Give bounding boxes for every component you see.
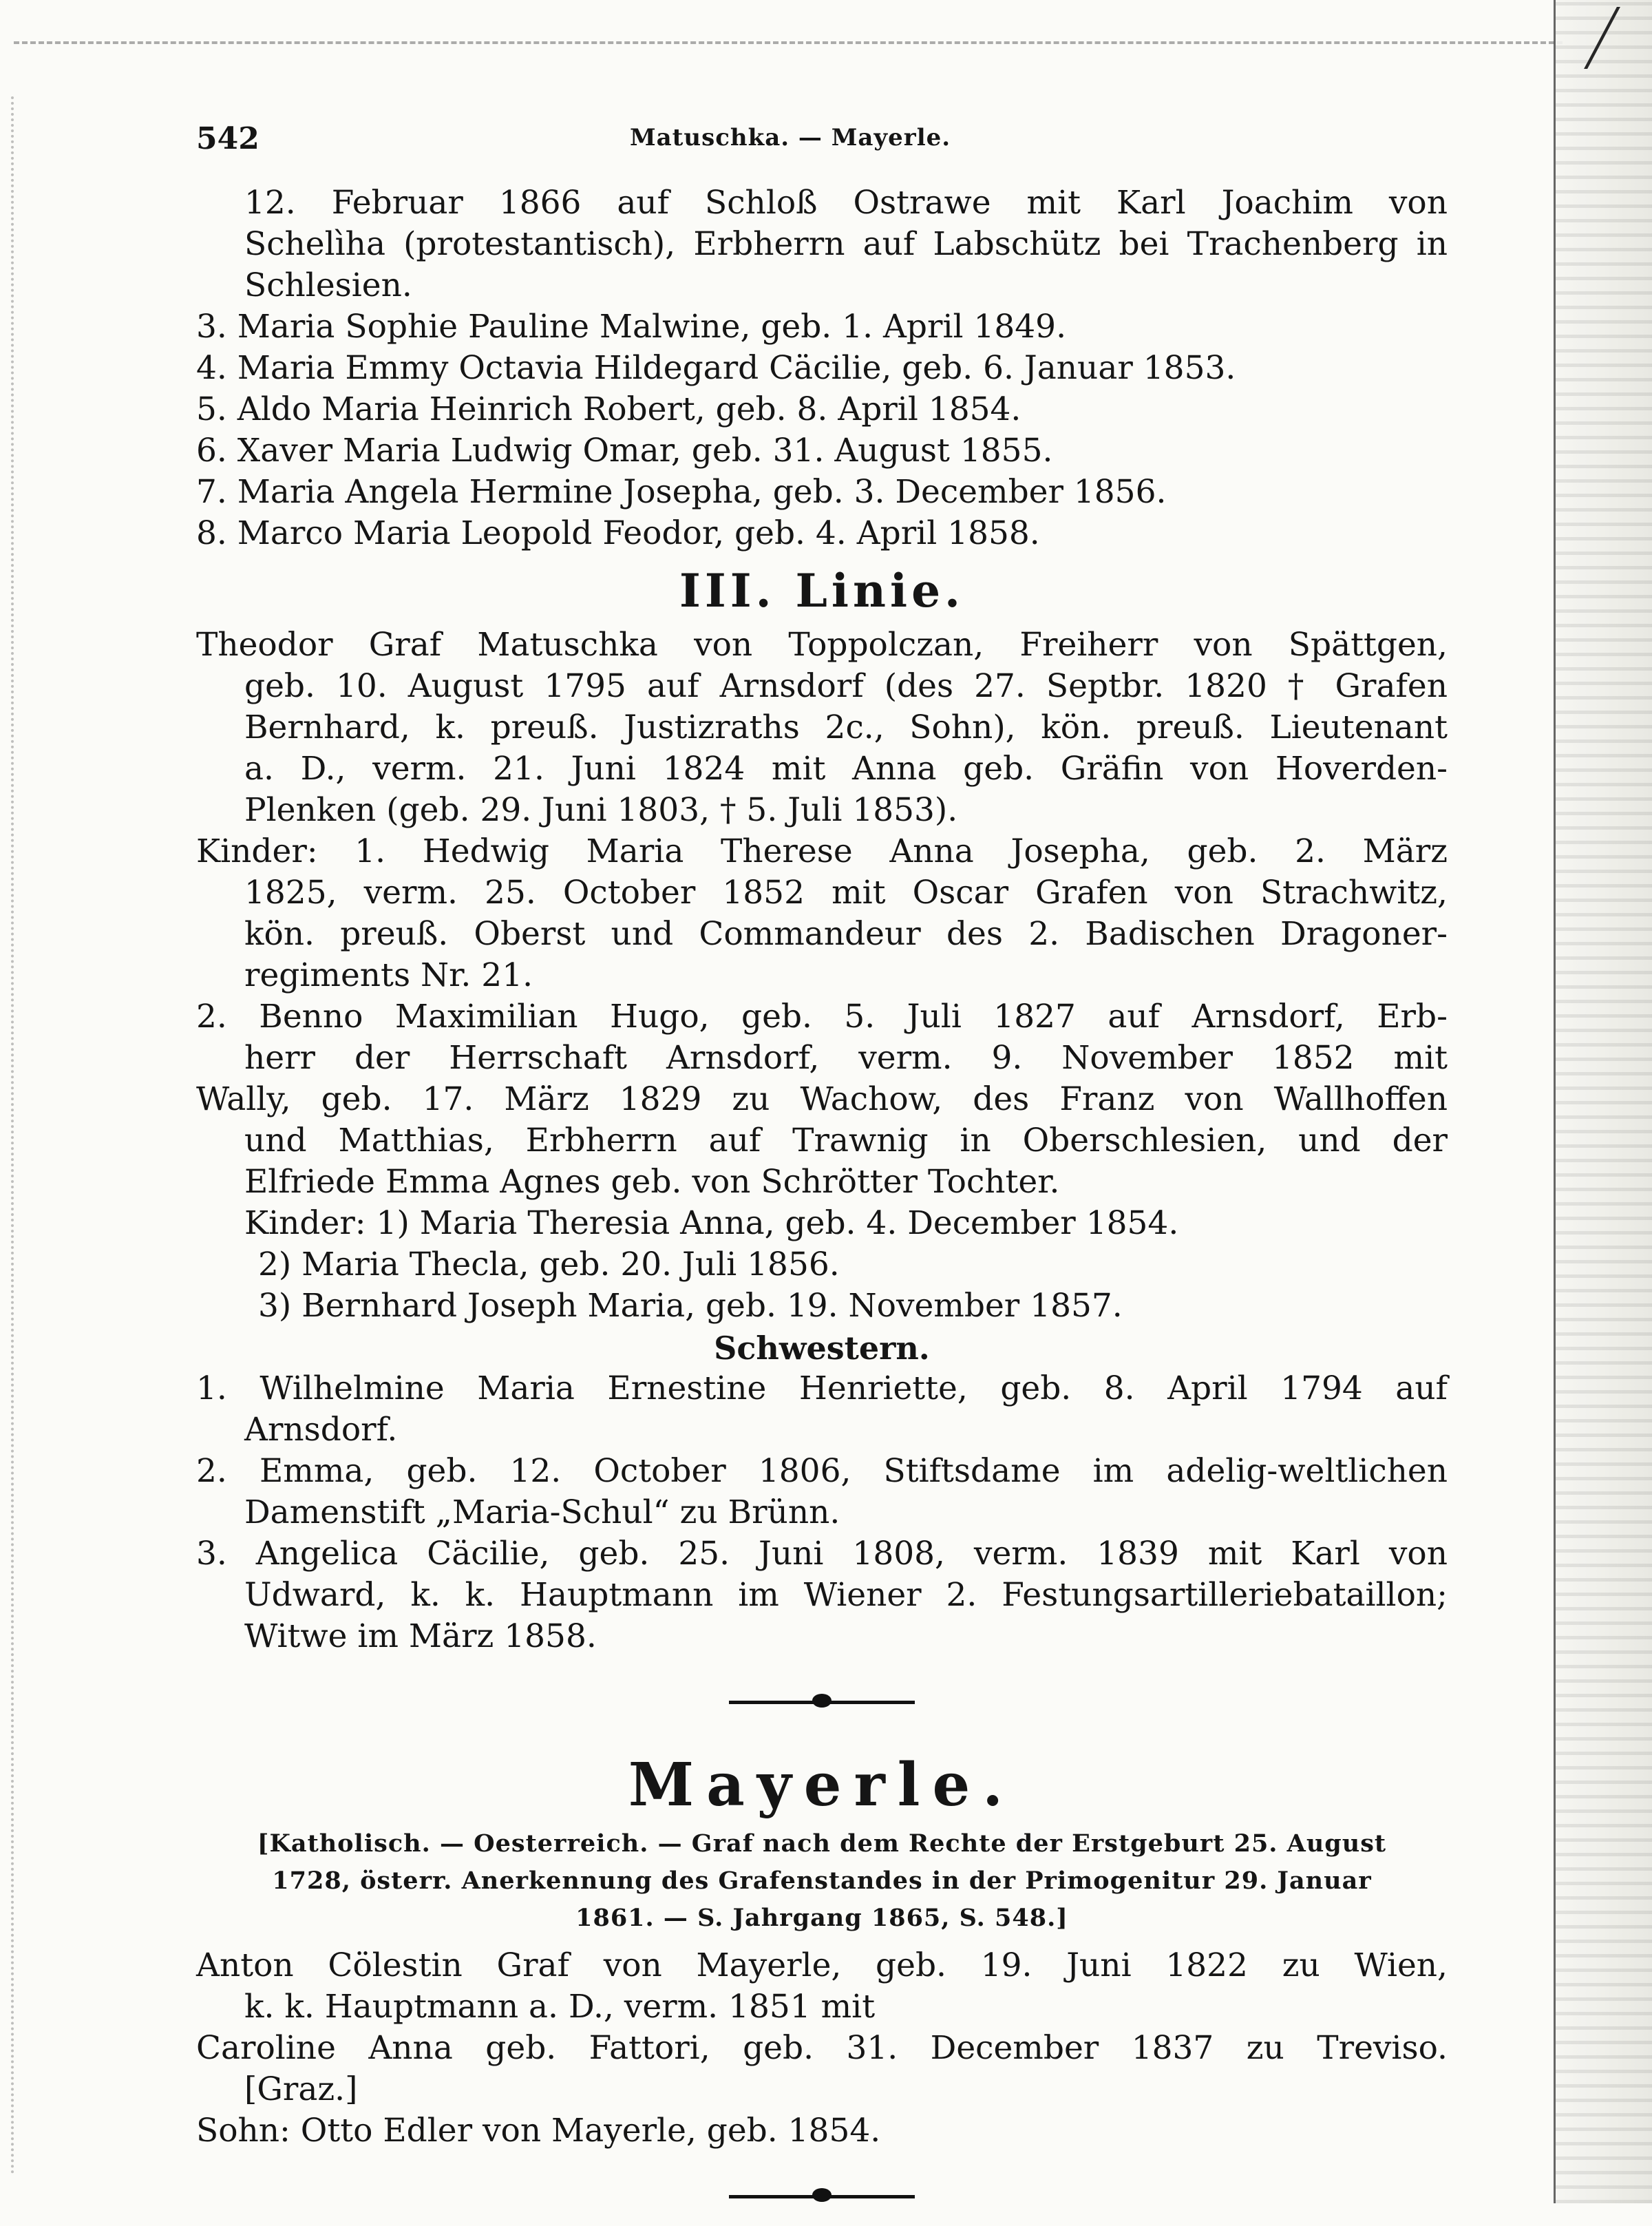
text-line: 2) Maria Thecla, geb. 20. Juli 1856. [258, 1246, 840, 1283]
text-line: und Matthias, Erbherrn auf Trawnig in Oberschlesien, und der [244, 1122, 1448, 1159]
text-line: Kinder: 1. Hedwig Maria Therese Anna Josepha, geb. 2. März [196, 832, 1448, 870]
section-subheading: Schwestern. [714, 1330, 930, 1367]
main-text [196, 182, 1448, 2226]
page-header [196, 121, 1408, 162]
text-line: Bernhard, k. preuß. Justizraths 2c., Sohn), kön. preuß. Lieutenant [244, 708, 1448, 746]
family-note [196, 1825, 1448, 1937]
text-line: geb. 10. August 1795 auf Arnsdorf (des 27. Septbr. 1820 † Grafen [244, 667, 1448, 705]
text-line: 3) Bernhard Joseph Maria, geb. 19. November 1857. [258, 1287, 1123, 1325]
text-line: kön. preuß. Oberst und Commandeur des 2. Badischen Dragoner- [244, 915, 1448, 953]
text-line: 3. Angelica Cäcilie, geb. 25. Juni 1808, verm. 1839 mit Karl von [196, 1535, 1448, 1573]
text-line: herr der Herrschaft Arnsdorf, verm. 9. November 1852 mit [244, 1039, 1448, 1077]
text-line: 1. Wilhelmine Maria Ernestine Henriette, geb. 8. April 1794 auf [196, 1369, 1448, 1407]
text-line: 2. Emma, geb. 12. October 1806, Stiftsdame im adelig-weltlichen [196, 1452, 1448, 1490]
divider-dot-icon [812, 1694, 832, 1708]
text-line: Plenken (geb. 29. Juni 1803, † 5. Juli 1853). [244, 791, 958, 829]
section-title: III. Linie. [679, 564, 965, 618]
page-number: 542 [196, 121, 260, 156]
running-header: Matuschka. — Mayerle. [630, 124, 951, 151]
ornament-divider [196, 1677, 1448, 1732]
text-line: 4. Maria Emmy Octavia Hildegard Cäcilie, geb. 6. Januar 1853. [196, 349, 1236, 387]
note-line: 1861. — S. Jahrgang 1865, S. 548.] [575, 1904, 1068, 1932]
text-line: 1825, verm. 25. October 1852 mit Oscar Grafen von Strachwitz, [244, 874, 1448, 912]
top-dashed-border [14, 41, 1563, 44]
text-line: Udward, k. k. Hauptmann im Wiener 2. Festungsartilleriebataillon; [244, 1576, 1448, 1614]
text-line: Wally, geb. 17. März 1829 zu Wachow, des Franz von Wallhoffen [196, 1080, 1448, 1118]
note-line: [Katholisch. — Oesterreich. — Graf nach dem Rechte der Erstgeburt 25. August [257, 1829, 1387, 1858]
spacer [196, 2152, 1448, 2171]
text-line: Arnsdorf. [244, 1411, 398, 1449]
text-line: Caroline Anna geb. Fattori, geb. 31. December 1837 zu Treviso. [196, 2029, 1448, 2067]
text-line: Theodor Graf Matuschka von Toppolczan, Freiherr von Spättgen, [196, 626, 1448, 664]
divider-dot-icon [812, 2188, 832, 2202]
text-line: regiments Nr. 21. [244, 956, 533, 994]
text-line: 7. Maria Angela Hermine Josepha, geb. 3. December 1856. [196, 473, 1167, 511]
text-line: 6. Xaver Maria Ludwig Omar, geb. 31. August 1855. [196, 432, 1053, 470]
text-line: Schlesien. [244, 266, 412, 304]
family-heading: Mayerle. [628, 1750, 1016, 1820]
text-line: Damenstift „Maria-Schul“ zu Brünn. [244, 1493, 840, 1531]
text-line: 5. Aldo Maria Heinrich Robert, geb. 8. April 1854. [196, 390, 1021, 428]
text-line: Anton Cölestin Graf von Mayerle, geb. 19. Juni 1822 zu Wien, [196, 1946, 1448, 1984]
text-line: Sohn: Otto Edler von Mayerle, geb. 1854. [196, 2112, 881, 2150]
text-line: Kinder: 1) Maria Theresia Anna, geb. 4. December 1854. [244, 1204, 1179, 1242]
adjacent-page-bleed [1554, 0, 1652, 2203]
spacer [196, 1937, 1448, 1945]
text-line: Elfriede Emma Agnes geb. von Schrötter Tochter. [244, 1163, 1060, 1201]
text-line: 12. Februar 1866 auf Schloß Ostrawe mit Karl Joachim von [244, 184, 1448, 222]
text-line: Schelìha (protestantisch), Erbherrn auf Labschütz bei Trachenberg in [244, 225, 1448, 263]
ornament-divider-bottom [196, 2171, 1448, 2226]
text-line: 2. Benno Maximilian Hugo, geb. 5. Juli 1827 auf Arnsdorf, Erb- [196, 998, 1448, 1036]
text-line: 3. Maria Sophie Pauline Malwine, geb. 1. April 1849. [196, 308, 1067, 346]
text-line: [Graz.] [244, 2070, 358, 2108]
text-line: Witwe im März 1858. [244, 1617, 597, 1655]
spacer [196, 1657, 1448, 1677]
left-dotted-border [11, 96, 14, 2176]
text-line: 8. Marco Maria Leopold Feodor, geb. 4. April 1858. [196, 514, 1040, 552]
note-line: 1728, österr. Anerkennung des Grafenstandes in der Primogenitur 29. Januar [272, 1867, 1372, 1895]
text-line: k. k. Hauptmann a. D., verm. 1851 mit [244, 1988, 876, 2026]
text-line: a. D., verm. 21. Juni 1824 mit Anna geb. Gräfin von Hoverden- [244, 750, 1448, 788]
pen-mark-icon [1584, 7, 1634, 69]
